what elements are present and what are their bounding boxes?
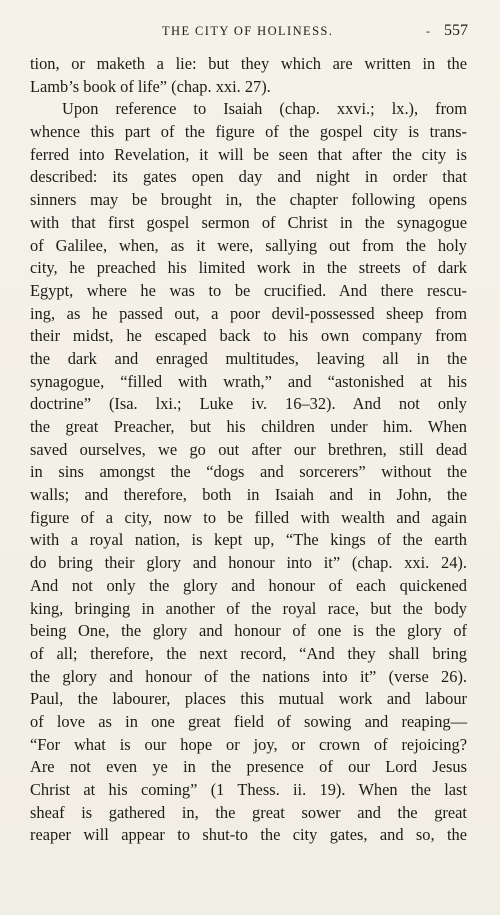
text-line: figure of a city, now to be filled with wealth and again (30, 507, 467, 527)
header-dash: - (426, 24, 430, 38)
text-line: walls; and therefore, both in Isaiah and in John, the (30, 485, 467, 505)
text-line: the great Preacher, but his children under him. When (30, 417, 467, 436)
text-line: described: its gates open day and night in order that (30, 167, 467, 187)
text-line: reaper will appear to shut-to the city gates, and so, the (30, 825, 467, 845)
text-line: with a royal nation, is kept up, “The kings of the earth (30, 530, 467, 550)
text-line: Are not even ye in the presence of our Lord Jesus (30, 757, 467, 777)
body-text (30, 53, 467, 847)
text-line: city, he preached his limited work in the streets of dark (30, 258, 467, 278)
text-line: being One, the glory and honour of one is the glory of (30, 621, 467, 641)
text-line: “For what is our hope or joy, or crown of rejoicing? (30, 734, 467, 754)
text-line: of love as in one great field of sowing and reaping— (30, 711, 467, 731)
text-line: with that first gospel sermon of Christ in the synagogue (30, 212, 467, 232)
text-line: in sins amongst the “dogs and sorcerers” without the (30, 462, 467, 482)
text-line: king, bringing in another of the royal race, but the body (30, 598, 467, 618)
text-line: of Galilee, when, as it were, sallying out from the holy (30, 235, 467, 255)
running-title: THE CITY OF HOLINESS. (162, 24, 334, 38)
text-line: Christ at his coming” (1 Thess. ii. 19). When the last (30, 780, 467, 799)
text-line: Paul, the labourer, places this mutual work and labour (30, 689, 467, 709)
text-line: of all; therefore, the next record, “And they shall bring (30, 643, 467, 663)
text-line: sheaf is gathered in, the great sower and the great (30, 802, 467, 822)
text-line: ing, as he passed out, a poor devil-possessed sheep from (30, 303, 467, 323)
text-line: Lamb’s book of life” (chap. xxi. 27). (30, 76, 271, 96)
text-line: the dark and enraged multitudes, leaving all in the (30, 348, 467, 368)
text-line: do bring their glory and honour into it” (chap. xxi. 24). (30, 553, 467, 573)
text-line: synagogue, “filled with wrath,” and “astonished at his (30, 371, 467, 391)
text-line: Upon reference to Isaiah (chap. xxvi.; lx.), from (62, 99, 467, 119)
text-line: ferred into Revelation, it will be seen that after the city is (30, 144, 467, 164)
text-line: the glory and honour of the nations into it” (verse 26). (30, 666, 467, 686)
page-number: 557 (444, 22, 468, 39)
text-line: saved ourselves, we go out after our brethren, still dead (30, 439, 467, 459)
running-head (30, 24, 470, 44)
text-line: tion, or maketh a lie: but they which are written in the (30, 54, 467, 73)
text-line: Egypt, where he was to be crucified. And there rescu- (30, 280, 467, 300)
text-line: whence this part of the figure of the gospel city is trans- (30, 122, 467, 142)
text-line: sinners may be brought in, the chapter following opens (30, 190, 467, 210)
text-line: their midst, he escaped back to his own company from (30, 326, 467, 346)
text-line: doctrine” (Isa. lxi.; Luke iv. 16–32). And not only (30, 394, 467, 414)
text-line: And not only the glory and honour of each quickened (30, 575, 467, 595)
